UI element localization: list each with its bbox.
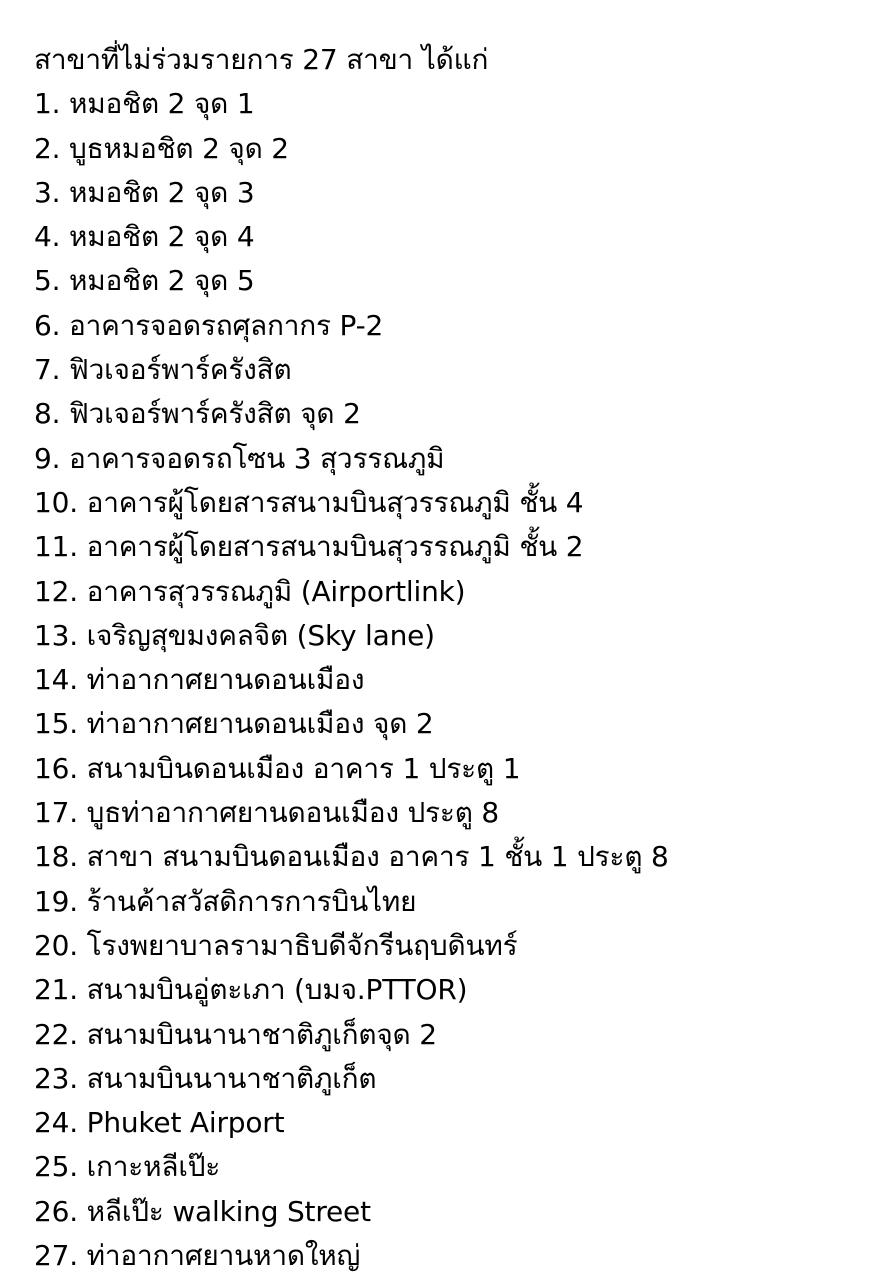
branch-list-item: 11. อาคารผู้โดยสารสนามบินสุวรรณภูมิ ชั้น 2 — [34, 530, 584, 564]
branch-list-item: 27. ท่าอากาศยานหาดใหญ่ — [34, 1239, 361, 1273]
branch-list-item: 17. บูธท่าอากาศยานดอนเมือง ประตู 8 — [34, 796, 500, 830]
branch-list-item: 5. หมอชิต 2 จุด 5 — [34, 264, 255, 298]
branch-list-item: 12. อาคารสุวรรณภูมิ (Airportlink) — [34, 574, 466, 608]
branch-list-item: 13. เจริญสุขมงคลจิต (Sky lane) — [34, 618, 435, 652]
branch-list-item: 4. หมอชิต 2 จุด 4 — [34, 220, 255, 254]
branch-list-item: 9. อาคารจอดรถโซน 3 สุวรรณภูมิ — [34, 441, 445, 475]
branch-list-item: 10. อาคารผู้โดยสารสนามบินสุวรรณภูมิ ชั้น 4 — [34, 485, 584, 519]
branch-list-item: 1. หมอชิต 2 จุด 1 — [34, 87, 255, 121]
branch-list-document — [34, 38, 874, 1278]
list-header: สาขาที่ไม่ร่วมรายการ 27 สาขา ได้แก่ — [34, 43, 489, 76]
branch-list-item: 26. หลีเป๊ะ walking Street — [34, 1194, 371, 1228]
branch-list — [34, 82, 874, 1278]
branch-list-item: 25. เกาะหลีเป๊ะ — [34, 1150, 221, 1184]
branch-list-item: 15. ท่าอากาศยานดอนเมือง จุด 2 — [34, 707, 434, 741]
branch-list-item: 3. หมอชิต 2 จุด 3 — [34, 175, 255, 209]
branch-list-item: 18. สาขา สนามบินดอนเมือง อาคาร 1 ชั้น 1 ประตู 8 — [34, 840, 669, 874]
branch-list-item: 23. สนามบินนานาชาติภูเก็ต — [34, 1061, 377, 1095]
branch-list-item: 24. Phuket Airport — [34, 1106, 285, 1140]
branch-list-item: 7. ฟิวเจอร์พาร์ครังสิต — [34, 353, 292, 387]
branch-list-item: 22. สนามบินนานาชาติภูเก็ตจุด 2 — [34, 1017, 437, 1051]
branch-list-item: 19. ร้านค้าสวัสดิการการบินไทย — [34, 884, 417, 918]
branch-list-item: 14. ท่าอากาศยานดอนเมือง — [34, 663, 365, 697]
branch-list-item: 8. ฟิวเจอร์พาร์ครังสิต จุด 2 — [34, 397, 361, 431]
branch-list-item: 6. อาคารจอดรถศุลกากร P-2 — [34, 308, 384, 342]
branch-list-item: 21. สนามบินอู่ตะเภา (บมจ.PTTOR) — [34, 973, 468, 1007]
branch-list-item: 20. โรงพยาบาลรามาธิบดีจักรีนฤบดินทร์ — [34, 928, 518, 962]
branch-list-item: 16. สนามบินดอนเมือง อาคาร 1 ประตู 1 — [34, 751, 521, 785]
branch-list-item: 2. บูธหมอชิต 2 จุด 2 — [34, 131, 289, 165]
